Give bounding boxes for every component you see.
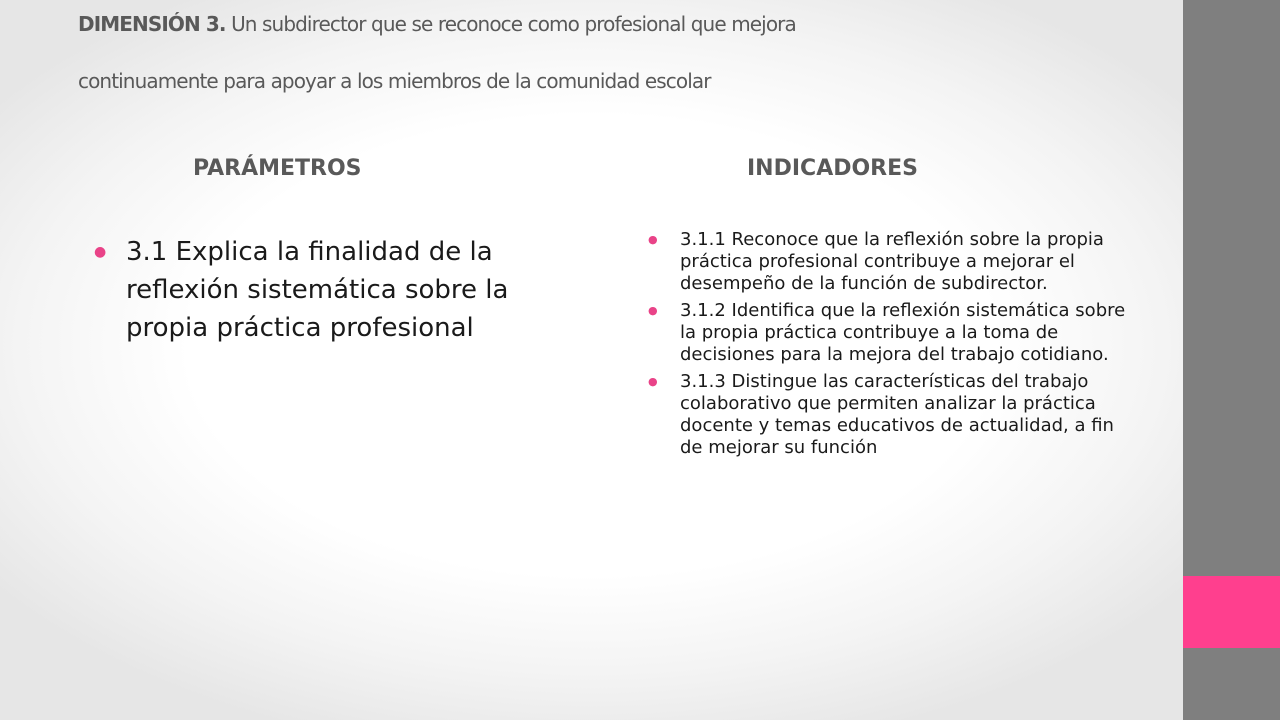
slide-title-line-1 [78,12,796,36]
parameter-text: 3.1 Explica la finalidad de la reflexión sistemática sobre la propia práctica profesional [126,237,509,343]
indicator-item [647,300,1137,366]
bullet-dot-icon: ● [648,233,658,246]
indicators-list [647,229,1137,464]
indicator-item [647,371,1137,459]
sidebar-pink-accent [1183,576,1280,648]
slide-title-line-2: continuamente para apoyar a los miembros de la comunidad escolar [78,69,711,93]
indicators-heading: INDICADORES [747,156,918,181]
indicator-item [647,229,1137,295]
parameter-item [90,233,590,347]
parameters-list [90,233,590,347]
title-bold-prefix: DIMENSIÓN 3. [78,12,226,36]
indicator-text: 3.1.2 Identifica que la reflexión sistemática sobre la propia práctica contribuye a la toma de decisiones para la mejora del trabajo cotidiano. [680,300,1126,365]
bullet-dot-icon: ● [648,304,658,317]
bullet-dot-icon: ● [648,375,658,388]
indicator-text: 3.1.1 Reconoce que la reflexión sobre la propia práctica profesional contribuye a mejorar el desempeño de la función de subdirector. [680,229,1104,294]
indicator-text: 3.1.3 Distingue las características del trabajo colaborativo que permiten analizar la práctica docente y temas educativos de actualidad, a fin de mejorar su función [680,371,1114,458]
parameters-heading: PARÁMETROS [193,156,362,181]
title-line-1-text: Un subdirector que se reconoce como profesional que mejora [225,12,796,36]
bullet-dot-icon: ● [94,244,107,260]
